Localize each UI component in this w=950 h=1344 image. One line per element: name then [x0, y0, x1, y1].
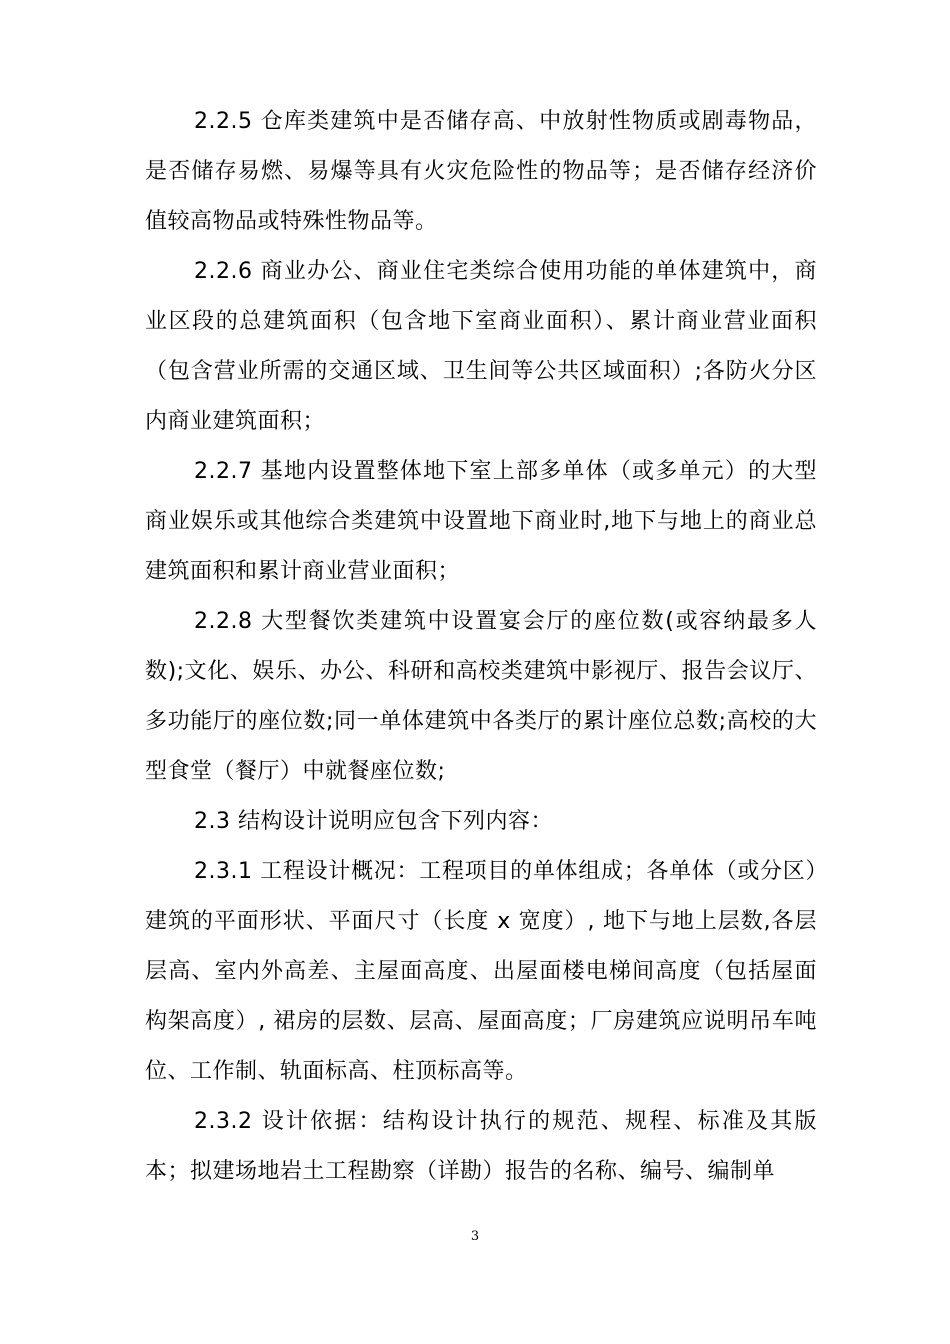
paragraph-2-2-6: 2.2.6 商业办公、商业住宅类综合使用功能的单体建筑中，商业区段的总建筑面积（包含地下室商业面积）、累计商业营业面积（包含营业所需的交通区域、卫生间等公共区域面积）;各防火分区内商业建筑面积； [145, 259, 817, 434]
paragraph-2-3-1: 2.3.1 工程设计概况：工程项目的单体组成；各单体（或分区）建筑的平面形状、平面尺寸（长度 x 宽度）, 地下与地上层数,各层层高、室内外高差、主屋面高度、出屋面楼电梯间高度（包括屋面构架高度）, 裙房的层数、层高、屋面高度；厂房建筑应说明吊车吨位、工作制、轨面标高、柱顶标高等。 [145, 859, 817, 1084]
paragraph-2-2-8: 2.2.8 大型餐饮类建筑中设置宴会厅的座位数(或容纳最多人数);文化、娱乐、办公、科研和高校类建筑中影视厅、报告会议厅、多功能厅的座位数;同一单体建筑中各类厅的累计座位总数;高校的大型食堂（餐厅）中就餐座位数; [145, 609, 817, 784]
paragraph-2-2-7: 2.2.7 基地内设置整体地下室上部多单体（或多单元）的大型商业娱乐或其他综合类建筑中设置地下商业时,地下与地上的商业总建筑面积和累计商业营业面积； [145, 459, 817, 584]
paragraph-2-3-2: 2.3.2 设计依据：结构设计执行的规范、规程、标准及其版本；拟建场地岩土工程勘察（详勘）报告的名称、编号、编制单 [145, 1109, 817, 1184]
paragraph-2-2-5: 2.2.5 仓库类建筑中是否储存高、中放射性物质或剧毒物品，是否储存易燃、易爆等具有火灾危险性的物品等；是否储存经济价值较高物品或特殊性物品等。 [145, 109, 817, 234]
paragraph-2-3: 2.3 结构设计说明应包含下列内容： [194, 809, 553, 834]
body-text [145, 97, 817, 1197]
page-number: 3 [470, 1229, 480, 1244]
